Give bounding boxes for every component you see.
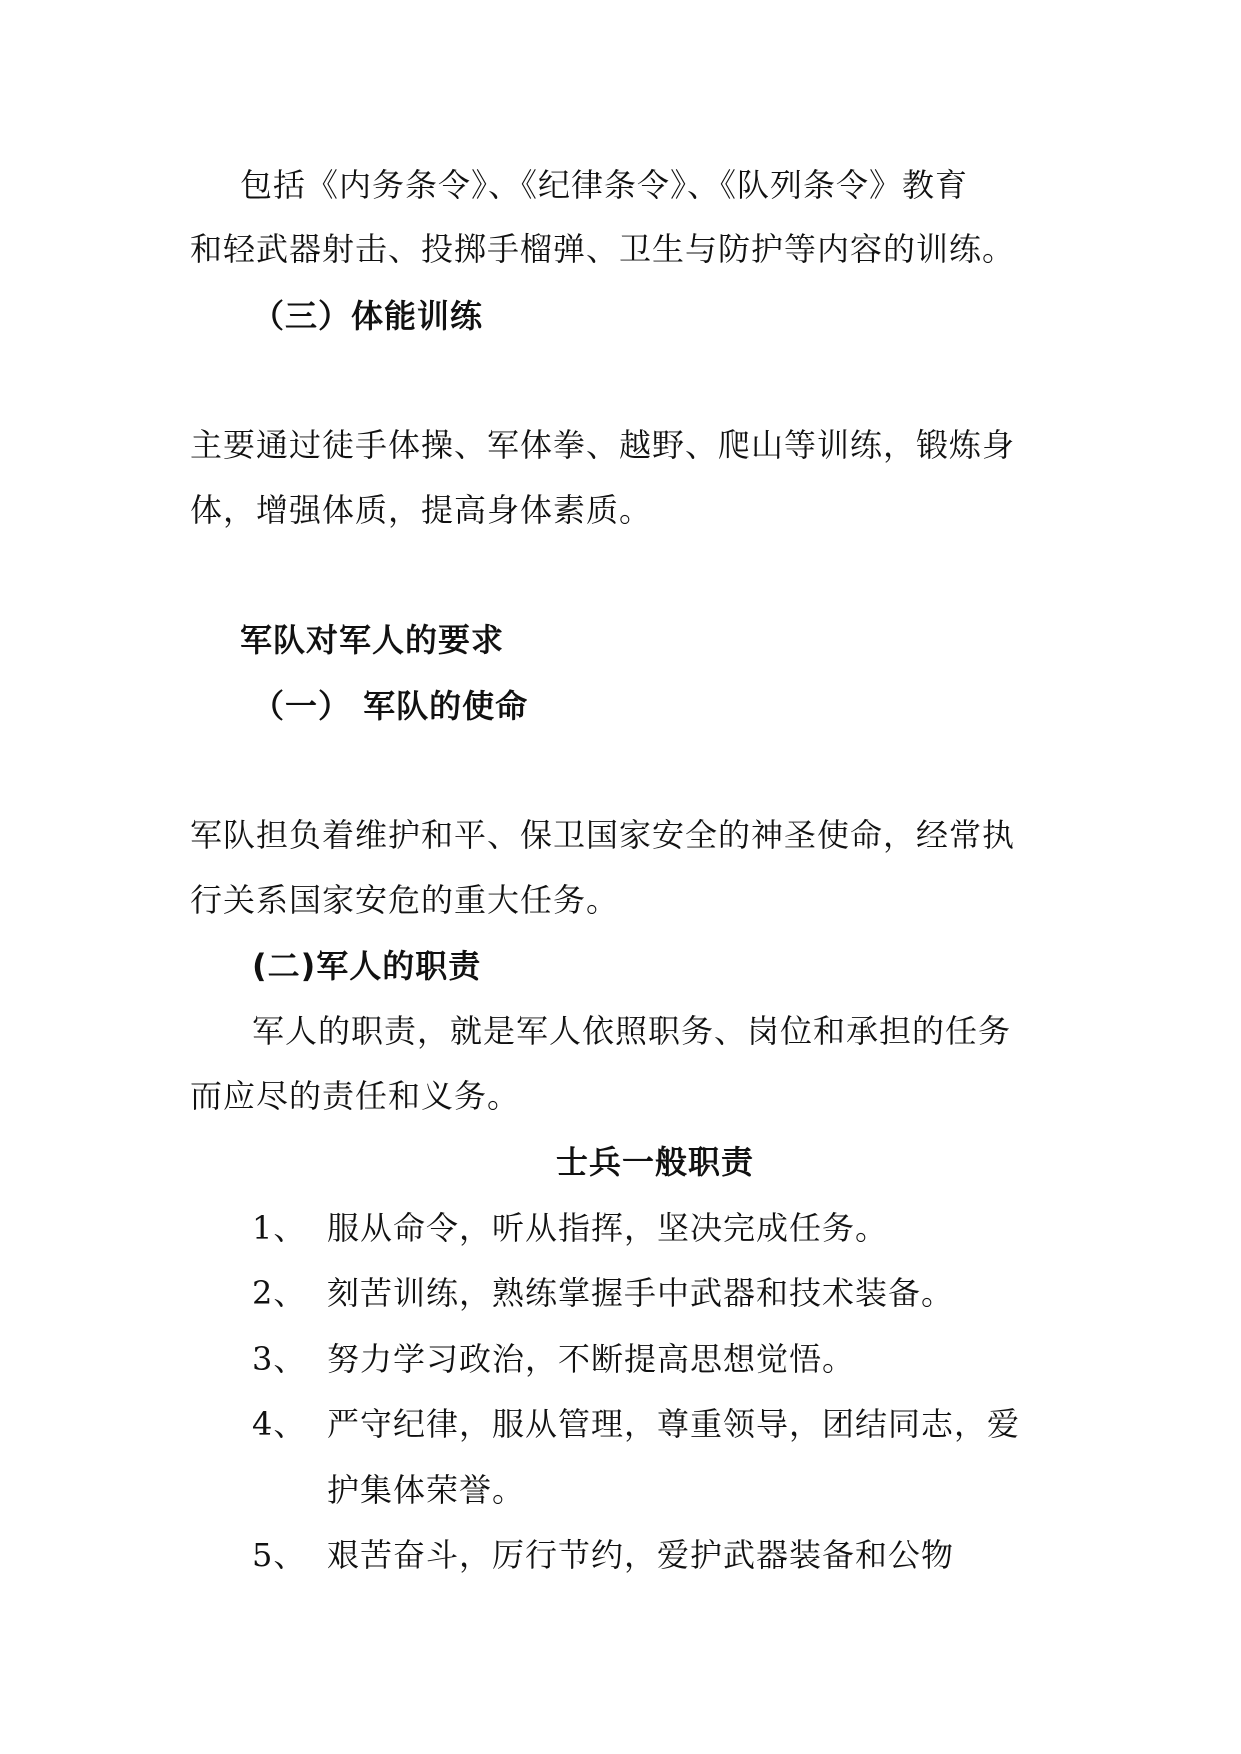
paragraph-line: 行关系国家安危的重大任务。 [190, 881, 620, 919]
list-item-continuation: 护集体荣誉。 [327, 1471, 526, 1509]
list-item [252, 1404, 1020, 1444]
paragraph-line: 包括《内务条令》、《纪律条令》、《队列条令》教育 [240, 166, 969, 204]
list-text: 严守纪律，服从管理，尊重领导，团结同志，爱 [327, 1405, 1021, 1443]
list-number: 4、 [252, 1405, 307, 1443]
paragraph-line: 和轻武器射击、投掷手榴弹、卫生与防护等内容的训练。 [190, 230, 1016, 268]
paragraph-line: 军人的职责，就是军人依照职务、岗位和承担的任务 [252, 1012, 1012, 1050]
list-item [252, 1535, 954, 1575]
list-item [252, 1339, 855, 1379]
list-item [252, 1208, 888, 1248]
paragraph-line: 主要通过徒手体操、军体拳、越野、爬山等训练，锻炼身 [190, 426, 1016, 464]
list-title: 士兵一般职责 [556, 1143, 755, 1181]
paragraph-line: 体，增强体质，提高身体素质。 [190, 491, 653, 529]
list-text: 努力学习政治，不断提高思想觉悟。 [327, 1340, 856, 1378]
subsection-heading: (二)军人的职责 [252, 947, 482, 985]
paragraph-line: 军队担负着维护和平、保卫国家安全的神圣使命，经常执 [190, 816, 1016, 854]
list-number: 3、 [252, 1340, 307, 1378]
list-number: 2、 [252, 1274, 307, 1312]
list-number: 5、 [252, 1536, 307, 1574]
section-heading: （三）体能训练 [252, 297, 484, 335]
list-text: 服从命令，听从指挥，坚决完成任务。 [327, 1209, 889, 1247]
list-number: 1、 [252, 1209, 307, 1247]
list-text: 艰苦奋斗，厉行节约，爱护武器装备和公物 [327, 1536, 955, 1574]
paragraph-line: 而应尽的责任和义务。 [190, 1077, 521, 1115]
subsection-heading: （一） 军队的使命 [252, 687, 529, 725]
list-text: 刻苦训练，熟练掌握手中武器和技术装备。 [327, 1274, 955, 1312]
list-item [252, 1273, 954, 1313]
section-heading: 军队对军人的要求 [240, 621, 505, 659]
